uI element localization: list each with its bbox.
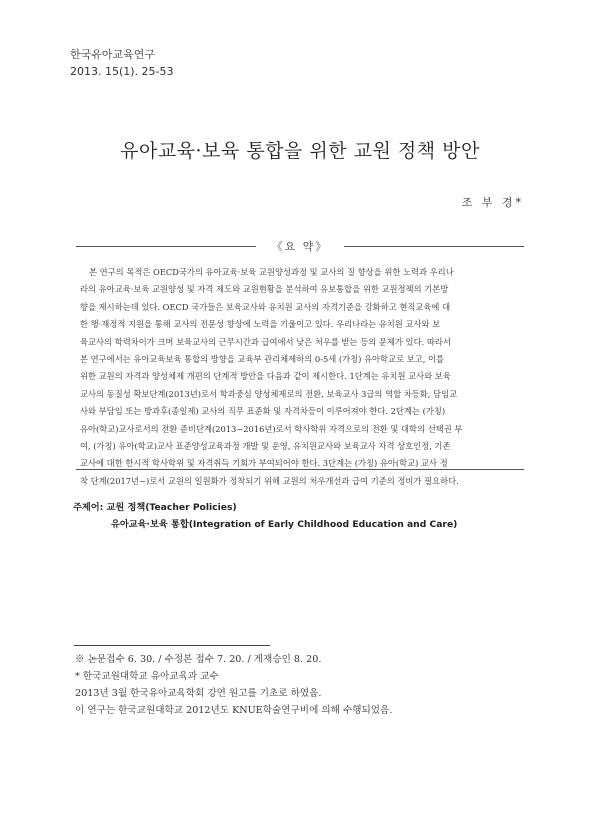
- abstract-line: 교사의 동질성 확보단계(2013년)로서 학과중심 양성체제로의 전환, 보육교사 3급의 역할 차등화, 담임교: [80, 388, 458, 399]
- abstract-line: 본 연구의 목적은 OECD국가의 유아교육·보육 교원양성과정 및 교사의 질 향상을 위한 노력과 우리나: [89, 267, 454, 277]
- keywords-block: [73, 499, 457, 533]
- paper-title: 유아교육·보육 통합을 위한 교원 정책 방안: [120, 140, 480, 162]
- footnote-rule: [74, 645, 270, 646]
- journal-issue: 2013. 15(1). 25-53: [70, 65, 174, 78]
- abstract-body: [80, 264, 525, 490]
- footnote-lecture: 2013년 3월 한국유아교육학회 강연 원고를 기초로 하였음.: [75, 688, 322, 699]
- abstract-bottom-rule: [76, 469, 524, 470]
- journal-header: [70, 46, 174, 80]
- abstract-line: 유아(학교)교사로서의 전환 준비단계(2013~2016년)로서 학사학위 자격으로의 전환 및 대학의 선택권 부: [80, 423, 463, 434]
- abstract-line: 사와 부담임 또는 방과후(종일제) 교사의 직무 표준화 및 자격차등이 이루어져야 한다. 2단계는 (가칭): [80, 406, 446, 417]
- footnotes-block: [75, 651, 392, 719]
- abstract-line: 착 단계(2017년~)로서 교원의 일원화가 정착되기 위해 교원의 처우개선과 급여 기준의 정비가 필요하다.: [80, 475, 459, 486]
- keyword-line-2: 유아교육·보육 통합(Integration of Early Childhood Education and Care): [111, 519, 458, 530]
- abstract-heading-rule-right: [344, 246, 524, 247]
- abstract-line: 교사에 대한 한시적 학사학위 및 자격취득 기회가 부여되어야 한다. 3단계는 (가칭) 유아(학교) 교사 정: [80, 458, 448, 469]
- keyword-line-1: 주제어: 교원 정책(Teacher Policies): [73, 502, 237, 513]
- abstract-heading: [76, 238, 524, 254]
- footnote-funding: 이 연구는 한국교원대학교 2012년도 KNUE학술연구비에 의해 수행되었음.: [75, 705, 393, 716]
- footnote-dates: ※ 논문접수 6. 30. / 수정본 접수 7. 20. / 게재승인 8. 20.: [75, 654, 322, 665]
- abstract-line: 라의 유아교육·보육 교원양성 및 자격 제도와 교원현황을 분석하여 유보통합을 위한 교원정책의 기본방: [80, 284, 449, 295]
- abstract-line: 한 행·재정적 지원을 통해 교사의 전문성 향상에 노력을 기울이고 있다. 우리나라는 유치원 교사와 보: [80, 319, 441, 330]
- abstract-line: 향을 제시하는데 있다. OECD 국가들은 보육교사와 유치원 교사의 자격기준을 강화하고 현직교육에 대: [80, 301, 451, 312]
- abstract-line: 본 연구에서는 유아교육보육 통합의 방향을 교육부 관리체제하의 0-5세 (가칭) 유아학교로 보고, 이를: [80, 354, 445, 365]
- abstract-line: 여, (가칭) 유아(학교)교사 표준양성교육과정 개발 및 운영, 유치원교사와 보육교사 자격 상호인정, 기존: [80, 441, 451, 452]
- author-name: 조 부 경*: [461, 196, 524, 209]
- footnote-affiliation: * 한국교원대학교 유아교육과 교수: [75, 671, 219, 682]
- abstract-line: 위한 교원의 자격과 양성체제 개편의 단계적 방안을 다음과 같이 제시한다. 1단계는 유치원 교사와 보육: [80, 371, 451, 382]
- abstract-line: 육교사의 학력차이가 크며 보육교사의 근무시간과 급여에서 낮은 처우를 받는 등의 문제가 있다. 따라서: [80, 336, 451, 347]
- journal-name: 한국유아교육연구: [70, 48, 156, 61]
- abstract-heading-label: 《요 약》: [271, 240, 329, 253]
